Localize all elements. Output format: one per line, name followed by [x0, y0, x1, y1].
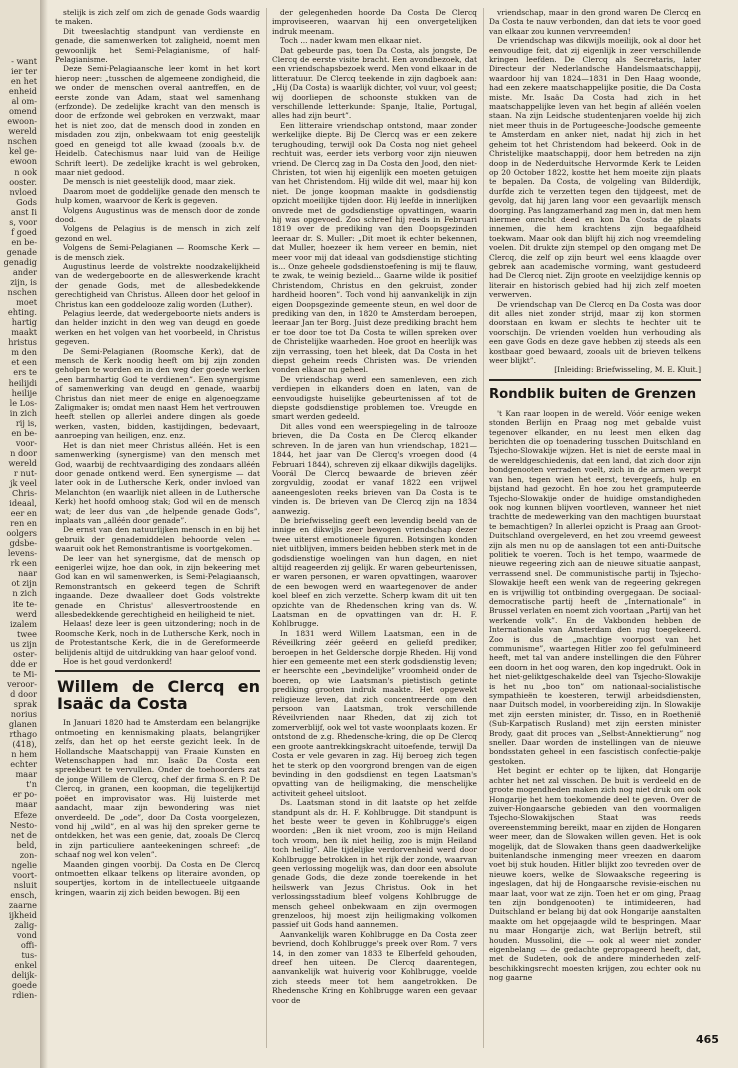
fragment-line: hristus [8, 337, 37, 348]
fragment-line: maar [15, 769, 37, 780]
paragraph: Dit tweeslachtig standpunt van verdienste en genade, die samenwerken tot zaligheid, noemt men gewoonlijk het Semi-Pelagianisme, of half-Pelagianisme. [55, 26, 260, 65]
fragment-line: en be- [11, 427, 37, 438]
paragraph: Dat gebeurde pas, toen Da Costa, als jongste, De Clercq de eerste visite bracht. Een avondbezoek, dat een vriendschapsbezoek werd. Men vond elkaar in de litteratuur. De Clercq teekende in zijn dagboek aan: „Hij (Da Costa) is waarlijk dichter, vol vuur, vol geest; wij doorliepen de schoonste stukken van de verschillende letterkunde: Spanje, Italie, Portugal, alles had zijn beurt”. [272, 45, 477, 121]
fragment-line: genade [6, 246, 37, 257]
paragraph: Augustinus leerde de volstrekte noodzakelijkheid van de wedergeboorte en de alleswerkende kracht der genade Gods, met de allesbedekkende gerechtigheid van Christus. Alleen door het geloof in Christus kan een goddelooze zalig worden (Luther). [55, 261, 260, 309]
fragment-line: ander [12, 266, 37, 277]
fragment-line: enheid [8, 86, 37, 97]
paragraph: De vriendschap werd een samenleven, een zich verdiepen in elkanders doen en laten, van de eenvoudigste huiselijke gebeurtenissen af tot de diepste godsdienstige problemen toe. Vreugde en smart werden gedeeld. [272, 374, 477, 422]
fragment-line: voort- [12, 869, 37, 880]
fragment-line: ooster. [9, 176, 37, 187]
column-3 [489, 8, 701, 1048]
fragment-line: ngelie [11, 859, 37, 870]
col1-article [55, 718, 260, 897]
fragment-line: nsluit [13, 879, 37, 890]
headline-rondblik: Rondblik buiten de Grenzen [489, 386, 697, 402]
fragment-line: ijkheid [8, 909, 37, 920]
fragment-line: oolgers [6, 528, 37, 539]
fragment-line: rthago [9, 729, 37, 740]
fragment-line: ideaal, [9, 498, 37, 509]
fragment-line: et een [11, 357, 37, 368]
paragraph: Een litteraire vriendschap ontstond, maar zonder werkelijke diepte. Bij De Clercq was er een zekere terughouding, terwijl ook Da Costa nog niet geheel rechtuit was, eerder iets verborg voor zijn nieuwen vriend. De Clercq zag in Da Costa den Jood, den niet-Christen, tot wien hij eigenlijk een moeten getuigen van het Christendom. Hij wilde dit wel, maar hij kon niet. De jonge koopman maakte in godsdienstig opzicht moeilijke tijden door. Hij leefde in innerlijken onvrede met de godsdienstige opvattingen, waarin hij was opgevoed. Zoo schreef hij reeds in Februari 1819 over de prediking van den Doopsgezinden leeraar dr. S. Muller: „Dit moet ik echter bekennen, dat Muller, hoezeer ik hem vereer en bemin, niet meer voor mij dat ideaal van godsdienstige stichting is... Onze geheele godsdienstoefening is mij te flauw, te zwak, te weinig bezield... Gaarne wilde ik positief Christendom, Christus en den gekruist, zonder hardheid hooren”. Toch vond hij aanvankelijk in zijn eigen Doopsgezinde gemeente steun, en wel door de prediking van den, in 1820 te Amsterdam beroepen, leeraar Jan ter Borg. Juist deze prediking bracht hem er toe door toe tot Da Costa te willen spreken over de Christelijke waarheden. Hoe groot en heerlijk was zijn verrassing, toen het bleek, dat Da Costa in het diepst geheim reeds Christen was. De vrienden vonden elkaar nu geheel. [272, 120, 477, 375]
fragment-line: ot zijn [11, 578, 37, 589]
paragraph: Hoe is het goud verdonkerd! [63, 657, 173, 667]
fragment-line: rdien- [12, 990, 37, 1001]
fragment-line: genadig [3, 256, 37, 267]
fragment-line: s, voor [9, 216, 37, 227]
fragment-line: izalem [9, 618, 37, 629]
column-divider [266, 8, 267, 1048]
paragraph: De vriendschap van De Clercq en Da Costa was door dit alles niet zonder strijd, maar zij kon stormen doorstaan en kwam er slechts te hechter uit te voorschijn. De vrienden voelden hun verhouding als een gave Gods en deze gave hebben zij steeds als een kostbaar goed bewaard, zooals uit de brieven telkens weer blijkt”. [489, 299, 701, 366]
fragment-line: naar [18, 568, 37, 579]
fragment-line: n ook [14, 166, 37, 177]
paragraph: Volgens de Pelagius is de mensch in zich zelf gezond en wel. [55, 224, 260, 243]
fragment-line: ewoon- [7, 116, 37, 127]
col3-article [489, 409, 701, 983]
paragraph: Helaas! deze leer is geen uitzondering; noch in de Roomsche Kerk, noch in de Luthersche Kerk, noch in de Protestantsche Kerk, die in de Gereformeerde belijdenis altijd de uitdrukking van haar geloof vond. [55, 619, 260, 657]
paragraph: vriendschap, maar in den grond waren De Clercq en Da Costa te nauw verbonden, dan dat iets te voor goed van elkaar zou kunnen vervreemden! [489, 8, 701, 36]
paragraph: De ernst van den natuurlijken mensch in en bij het gebruik der genademiddelen behoorde velen — waaruit ook het Remonstrantisme is voortgekomen. [55, 525, 260, 554]
fragment-line: nvloed [9, 186, 37, 197]
paragraph: Deze Semi-Pelagiaansche leer komt in het kort hierop neer: „tusschen de algemeene zondigheid, die we onder de menschen overal aantreffen, en de eerste zonde van Adam, staat wel samenhang (erfzonde). De zedelijke kracht van den mensch is door de erfzonde wel gebroken en verzwakt, maar het is niet zoo, dat de mensch dood in zonden en misdaden zou zijn, onbekwaam tot enig geestelijk goed en geneigd tot alle kwaad (zooals b.v. de Heidelb. Catechismus naar luid van de Heilige Schrift leert). De zedelijke kracht is wel gebroken, maar niet gedood. [55, 64, 260, 177]
paragraph: De Semi-Pelagianen (Roomsche Kerk), dat de mensch de Kerk noodig heeft om bij zijn zonden geholpen te worden en in den weg der goede werken „een barmhartig God te verdienen”. Een synergisme of samenwerking van deugd en genade, waarbij Christus dan niet meer de enige en algenoegzame Zaligmaker is; omdat men naast Hem het vertrouwen heeft stellen op allerlei andere dingen als goede werken, vasten, bidden, kastijdingen, bedevaart, aanroeping van heiligen, enz. enz. [55, 346, 260, 441]
paragraph: Het begint er echter op te lijken, dat Hongarije achter het net zal visschen. De buit is verdeeld en de groote mogendheden maken zich nog niet druk om ook Hongarije het hem toekomende deel te geven. Over de zuiver-Hongaarsche gebieden van den voormaligen Tsjecho-Slowakijschen Staat was reeds overeenstemming bereikt, maar en zijden de Hongaren weer meer, dan de Slowaken willen geven. Het is ook mogelijk, dat de Slowaken thans geen daadwerkelijke buitenlandsche inmenging meer vreezen en daarom voet bij stuk houden. Hitler blijkt zoo tevreden over de nieuwe koers, welke de Slowaaksche regeering is ingeslagen, dat hij de Hongaarsche revisie-eischen nu maar laat, voor wat ze zijn. Toen het er om ging, Praag ten zijn bondgenooten) te intimideeren, had Duitschland er belang bij dat ook Hongarije aanstalten maakte om het opgejaagde wild te bespringen. Maar nu maar Hongarije zich, wat Berlijn betreft, stil houden. Mussolini, die — ook al weer niet zonder eigenbelang — de gedachte gepropageerd heeft, dat, met de Sudeten, ook de andere minderheden zelf-beschikkingsrecht moesten krijgen, zou echter ook nu nog gaarne [489, 766, 701, 983]
fragment-line: n zich [12, 588, 37, 599]
fragment-line: moet [16, 297, 37, 308]
fragment-line: zijn, is [10, 277, 37, 288]
fragment-line: oster- [13, 648, 37, 659]
paragraph: De vriendschap was dikwijls moeilijk, ook al door het eenvoudige feit, dat zij eigenlijk in zeer verschillende kringen leefden. De Clercq als Secretaris, later Directeur der Nederlandsche Handelsmaatschappij, waardoor hij van 1824—1831 in Den Haag woonde, had een zekere maatschappelijke positie, die Da Costa miste. Mr. Isaäc Da Costa had zich in het maatschappelijke leven van het begin af alléén voelen staan. Na zijn Leidsche studentenjaren voelde hij zich niet meer thuis in de Portugeesche-Joodsche gemeente te Amsterdam en anker niet, nadat hij zich in het geheim tot het Christendom had bekeerd. Ook in de Christelijke maatschappij, door hem betreden na zijn doop in de Nederduitsche Hervormde Kerk te Leiden op 20 October 1822, kostte het hem moeite zijn plaats te bepalen. Da Costa, de volgeling van Bilderdijk, durfde zich te verzetten tegen den tijdgeest, met de gevolg, dat hij jaren lang voor een gevaarlijk mensch doorging. Pas langzamerhand zag men in, dat men hem hiermee onrecht deed en kon Da Costa de plaats innemen, die hem krachtens zijn begaafdheid toekwam. Maar ook dan blijft hij zich nog vreemdeling voelen. Dit drukte zijn stempel op den omgang met De Clercq, die zelf op zijn beurt wel eens klaagde over gebrek aan academische vorming, want gestudeerd had De Clercq niet. Zijn groote en veelzijdige kennis op literair en historisch gebied had hij zich zelf moeten verwerven. [489, 36, 701, 300]
fragment-line: ren en [10, 518, 37, 529]
fragment-line: zon- [19, 849, 37, 860]
source-signature: [Inleiding: Briefwisseling, M. E. Kluit.] [554, 365, 701, 375]
previous-page-edge [0, 0, 42, 1068]
fragment-line: voor- [15, 437, 37, 448]
fragment-line: hartig [11, 317, 37, 328]
fragment-line: Chris- [11, 488, 37, 499]
fragment-line: er po- [12, 789, 37, 800]
paragraph: stelijk is zich zelf om zich de genade Gods waardig te maken. [55, 8, 260, 27]
fragment-line: al om- [11, 96, 37, 107]
fragment-line: goede [11, 980, 37, 991]
fragment-line: dde er [10, 658, 37, 669]
fragment-line: le Los- [9, 397, 37, 408]
fragment-line: sprak [13, 699, 37, 709]
fragment-line: ehting. [7, 307, 37, 318]
fragment-line: net de [10, 829, 37, 840]
fragment-line: werd [15, 608, 37, 619]
paragraph: In Januari 1820 had te Amsterdam een belangrijke ontmoeting en kennismaking plaats, belangrijker zelfs, dan het op het eerste gezicht leek. In de Hollandsche Maatschappij van Fraaie Kunsten en Wetenschappen had mr. Isaäc Da Costa een spreekbeurt te vervullen. Onder de toehoorders zat de jonge Willem de Clercq, chef der firma S. en P. De Clercq, in granen, een koopman, die tegelijkertijd poëet en improvisator was. Hij luisterde met aandacht, maar zijn bewondering was niet onverdeeld. De „ode”, door Da Costa voorgelezen, vond hij „wild”, en al was hij den spreker gerne te ontdekken, het was een genie, dat, zooals De Clercq in zijn particuliere aanteekeningen schreef: „de schaaf nog wel kon velen”. [55, 718, 260, 860]
fragment-line: vond [16, 930, 37, 941]
fragment-line: veroor- [7, 678, 37, 689]
binding-shadow [40, 0, 48, 1068]
column-2 [272, 8, 477, 1048]
fragment-line: levens- [7, 548, 37, 559]
fragment-line: anst Ii [10, 206, 37, 217]
fragment-line: tus- [21, 950, 37, 961]
fragment-line: r nut- [13, 467, 37, 478]
fragment-line: maar [15, 799, 37, 810]
fragment-line: rk een [10, 558, 37, 569]
fragment-line: - want [11, 56, 37, 66]
section-rule [55, 670, 260, 672]
fragment-line: beld, [16, 839, 37, 850]
paragraph: De mensch is niet geestelijk dood, maar ziek. [63, 177, 236, 187]
fragment-line: glanen [8, 719, 37, 730]
fragment-line: wereld [8, 457, 37, 468]
fragment-line: in zich [9, 407, 37, 418]
fragment-line: zaarne [8, 899, 37, 910]
fragment-line: m den [11, 347, 37, 358]
fragment-line: f goed [11, 226, 37, 237]
column-1 [55, 8, 260, 1048]
section-rule [489, 379, 701, 381]
paragraph: Daarom moet de goddelijke genade den mensch te hulp komen, waarvoor de Kerk is gegeven. [55, 186, 260, 206]
previous-page-fragments [0, 0, 40, 1000]
fragment-line: ewoon [10, 156, 37, 167]
col3-paragraphs [489, 8, 701, 365]
paragraph: Dit alles vond een weerspiegeling in de talrooze brieven, die Da Costa en De Clercq elkander schreven. In de jaren van hun vriendschap, 1821—1844, het jaar van De Clercq's vroegen dood (4 Februari 1844), schreven zij elkaar dikwijls dagelijks. Voorál De Clercq bewaarde de brieven zéér zorgvuldig, zoodat er vanaf 1822 een vrijwel aaneengesloten reeks brieven van Da Costa is te vinden is. De brieven van De Clercq zijn na 1834 aanwezig. [272, 421, 477, 516]
paragraph: Volgens Augustinus was de mensch door de zonde dood. [55, 205, 260, 224]
fragment-line: omend [8, 106, 37, 117]
fragment-line: wereld [8, 126, 37, 137]
paragraph: Ds. Laatsman stond in dit laatste op het zelfde standpunt als dr. H. F. Kohlbrugge. Dit standpunt is het beste weer te geven in Kohlbrugge's eigen woorden: „Ben ik niet vroom, zoo is mijn Heiland toch vroom, ben ik niet heilig, zoo is mijn Heiland toch heilig”. Alle tijdelijke verdorvenheid werd door Kohlbrugge betrokken in het rijk der zonde, waarvan geen verlossing mogelijk was, dan door een absolute genade Gods, die deze zonde toerekende in het heilswerk van Jezus Christus. Ook in het verlossingsstadium bleef volgens Kohlbrugge de mensch geheel onbekwaam en zijn overmogen grenzeloos, hij moest zijn heiligmaking volkomen passief uit Gods hand aannemen. [272, 798, 477, 930]
fragment-line: echter [10, 759, 37, 770]
fragment-line: offi- [20, 940, 37, 951]
fragment-line: enkel [14, 960, 37, 971]
paragraph: Volgens de Semi-Pelagianen — Roomsche Kerk — is de mensch ziek. [55, 243, 260, 262]
fragment-line: (418), [12, 739, 37, 750]
fragment-line: t'n [26, 779, 37, 790]
fragment-line: heilije [11, 387, 37, 398]
column-divider [483, 8, 484, 1048]
paragraph: Aanvankelijk waren Kohlbrugge en Da Costa zeer bevriend, doch Kohlbrugge's preek over Rom. 7 vers 14, in den zomer van 1833 te Elberfeld gehouden, dreef hen uiteen. De Clercq daarentegen, aanvankelijk wat huiverig voor Kohlbrugge, voelde zich steeds meer tot hem aangetrokken. De Rhedensche Kring en Kohlbrugge waren een gevaar voor de [272, 929, 477, 1005]
fragment-line: Gods [16, 196, 37, 207]
headline-willem-de-clercq: Willem de Clercq en Isaäc da Costa [57, 677, 260, 714]
fragment-line: ers te [13, 367, 37, 378]
fragment-line: en be- [11, 236, 37, 247]
fragment-line: rij is, [15, 417, 37, 428]
fragment-line: en het [10, 76, 37, 87]
fragment-line: maakt [11, 327, 37, 338]
paragraph: Het is dan niet meer Christus alléén. Het is een samenwerking (synergisme) van den mensch met God, waarbij de rechtvaardiging des zondaars alléén door genade ontkend werd. Een synergisme — dat later ook in de Luthersche Kerk, onder invloed van Melanchton (en waarlijk niet alleen in de Luthersche Kerk) het hoofd omhoog stak; God wil en de mensch wat; de leer dus van „de helpende genade Gods”, inplaats van „alléén door genade”. [55, 440, 260, 525]
fragment-line: te Mi- [12, 668, 37, 679]
col1-paragraphs [55, 8, 260, 666]
fragment-line: Nesto- [9, 819, 37, 830]
fragment-line: Efeze [13, 809, 37, 820]
fragment-line: ensch, [10, 889, 37, 900]
fragment-line: kel ge- [9, 146, 37, 157]
page-number: 465 [696, 1033, 719, 1046]
col2-paragraphs [272, 8, 477, 1005]
fragment-line: ier ter [10, 66, 37, 77]
fragment-line: d door [10, 688, 37, 699]
paragraph: 't Kan raar loopen in de wereld. Vóór eenige weken stonden Berlijn en Praag nog met gebalde vuist tegenover elkander, en nu leest men elken dag berichten die op toenadering tusschen Duitschland en Tsjecho-Slowakije wijzen. Het is niet de eerste maal in de wereldgeschiedenis, dat een land, dat zich door zijn bondgenooten verraden voelt, zich in de armen werpt van hen, tegen wien het eerst, tevergeefs, hulp en bijstand had gezocht. En hoe zou het gramputeerde Tsjecho-Slowakije onder de huidige omstandigheden ook nog kunnen blijven voortleven, wanneer het niet trachtte de medewerking van den machtigen buurstaat te bemachtigen? In allerlei opzicht is Praag aan Groot-Duitschland overgeleverd, en het zou vreemd geweest zijn als men nu op de aanslagen tot een anti-Duitsche politiek te voeren. Toch is het tempo, waarmede de nieuwe regeering zich aan de nieuwe situatie aanpast, verrassend snel. De communistische partij in Tsjecho-Slowakije heeft een wenk van de regeering gekregen en is vrijwillig tot ontbinding overgegaan. De sociaal-democratische partij heeft de „Internationale” in Brussel verlaten en noemt zich voortaan „Partij van het werkende volk”. En de Vakbonden hebben de Internationale van Amsterdam den rug toegekeerd. Zoo is dus de „machtige voorpost van het communisme”, waartegen Hitler zoo fel gefulmineerd heeft, met tal van andere instellingen die den Führer een doorn in het oog waren, den kop ingedrukt. Ook in het niet-geliktgeschakelde deel van Tsjecho-Slowakije is het nu „boo ton” om nationaal-socialistische sympathieën te koesteren, terwijl arbeidsdiensten, naar Duitsch model, in voorbereiding zijn. In Slowakije met zijn eersten minister, dr. Tisso, en in Roethenië (Sub-Karpatisch Rusland) met zijn eersten minister Brody, gaat dit proces van „Selbst-Annektierung” nog sneller. Daar worden de instellingen van de nieuwe bondsstaten geheel in een fascistisch confectie-pakje gestoken. [489, 408, 701, 766]
fragment-line: twee [17, 628, 37, 639]
fragment-line: ite te- [12, 598, 37, 609]
paragraph: De leer van het synergisme, dat de mensch op eenigerlei wijze, hoe dan ook, in zijn bekeering met God kan en wil samenwerken, is Semi-Pelagiaansch, Remonstrantsch en gekeerd tegen de Schrift ingaande. Deze dwaalleer doet Gods volstrekte genade en Christus' allesvertroostende en allesbedekkende gerechtigheid en heiligheid te niet. [55, 553, 260, 619]
fragment-line: nschen [7, 287, 37, 298]
fragment-line: delijk- [11, 970, 37, 981]
paragraph: Toch ... nader kwam men elkaar niet. [280, 36, 422, 46]
fragment-line: n hem [11, 749, 37, 760]
fragment-line: heilijdi [8, 377, 37, 388]
fragment-line: gdsbe- [9, 538, 37, 549]
paragraph: De briefwisseling geeft een levendig beeld van de innige en dikwijls zeer bewogen vriendschap dezer twee uiterst emotioneele figuren. Botsingen konden niet uitblijven, immers beiden hebben sterk met in de godsdienstige woelingen van hun dagen, en niet altijd reageerden zij gelijk. Er waren gebeurtenissen, er waren personen, er waren opvattingen, waarover de een bewogen werd en waartegenover de ander koel bleef en zich verzette. Scherp kwam dit uit ten opzichte van de Rhedenschen kring van ds. W. Laatsman en de opvattingen van dr. H. F. Kohlbrugge. [272, 515, 477, 629]
paragraph: Maanden gingen voorbij. Da Costa en De Clercq ontmoetten elkaar telkens op literaire avonden, op soupertjes, kortom in de intellectueele uitgaande kringen, waarin zij zich beiden bewogen. Bij een [55, 859, 260, 897]
fragment-line: nschen [7, 136, 37, 147]
fragment-line: jk veel [9, 477, 37, 488]
fragment-line: n door [10, 447, 37, 458]
paragraph: der gelegenheden hoorde Da Costa De Clercq improviseeren, waarvan hij een onvergetelijken indruk meenam. [272, 8, 477, 36]
fragment-line: zalig- [14, 920, 37, 931]
fragment-line: norius [10, 709, 37, 720]
fragment-line: eer en [10, 508, 37, 519]
paragraph: Pelagius leerde, dat wedergeboorte niets anders is dan helder inzicht in den weg van deugd en goede werken en het volgen van het voorbeeld, in Christus gegeven. [55, 309, 260, 347]
fragment-line: us zijn [10, 638, 37, 649]
paragraph: In 1831 werd Willem Laatsman, een in de Réveilkring zéér geëerd en geliefd prediker, beroepen in het Geldersche dorpje Rheden. Hij vond hier een gemeente met een sterk godsdienstig leven; er heerschte een „bevindelijke” vroomheid onder de boeren, op wie Laatsman's pietistisch getinte prediking grooten indruk maakte. Het opgewekt religieuze leven, dat zich concentreerde om den persoon van Laatsman, trok verschillende Réveilvrienden naar Rheden, dat zij zich tot zomerverblijf, ook wel tot vaste woonplaats kozen. Er ontstond de z.g. Rhedensche-kring, die op De Clercq een groote aantrekkingskracht uitoefende, terwijl Da Costa er vele gevaren in zag. Hij beroeg zich tegen het te sterk op den voorgrond brengen van de eigen bevinding in den godsdienst en tegen Laatsman's opvatting van de heiligmaking, die menschelijke activiteit geheel uitsloot. [272, 628, 477, 798]
